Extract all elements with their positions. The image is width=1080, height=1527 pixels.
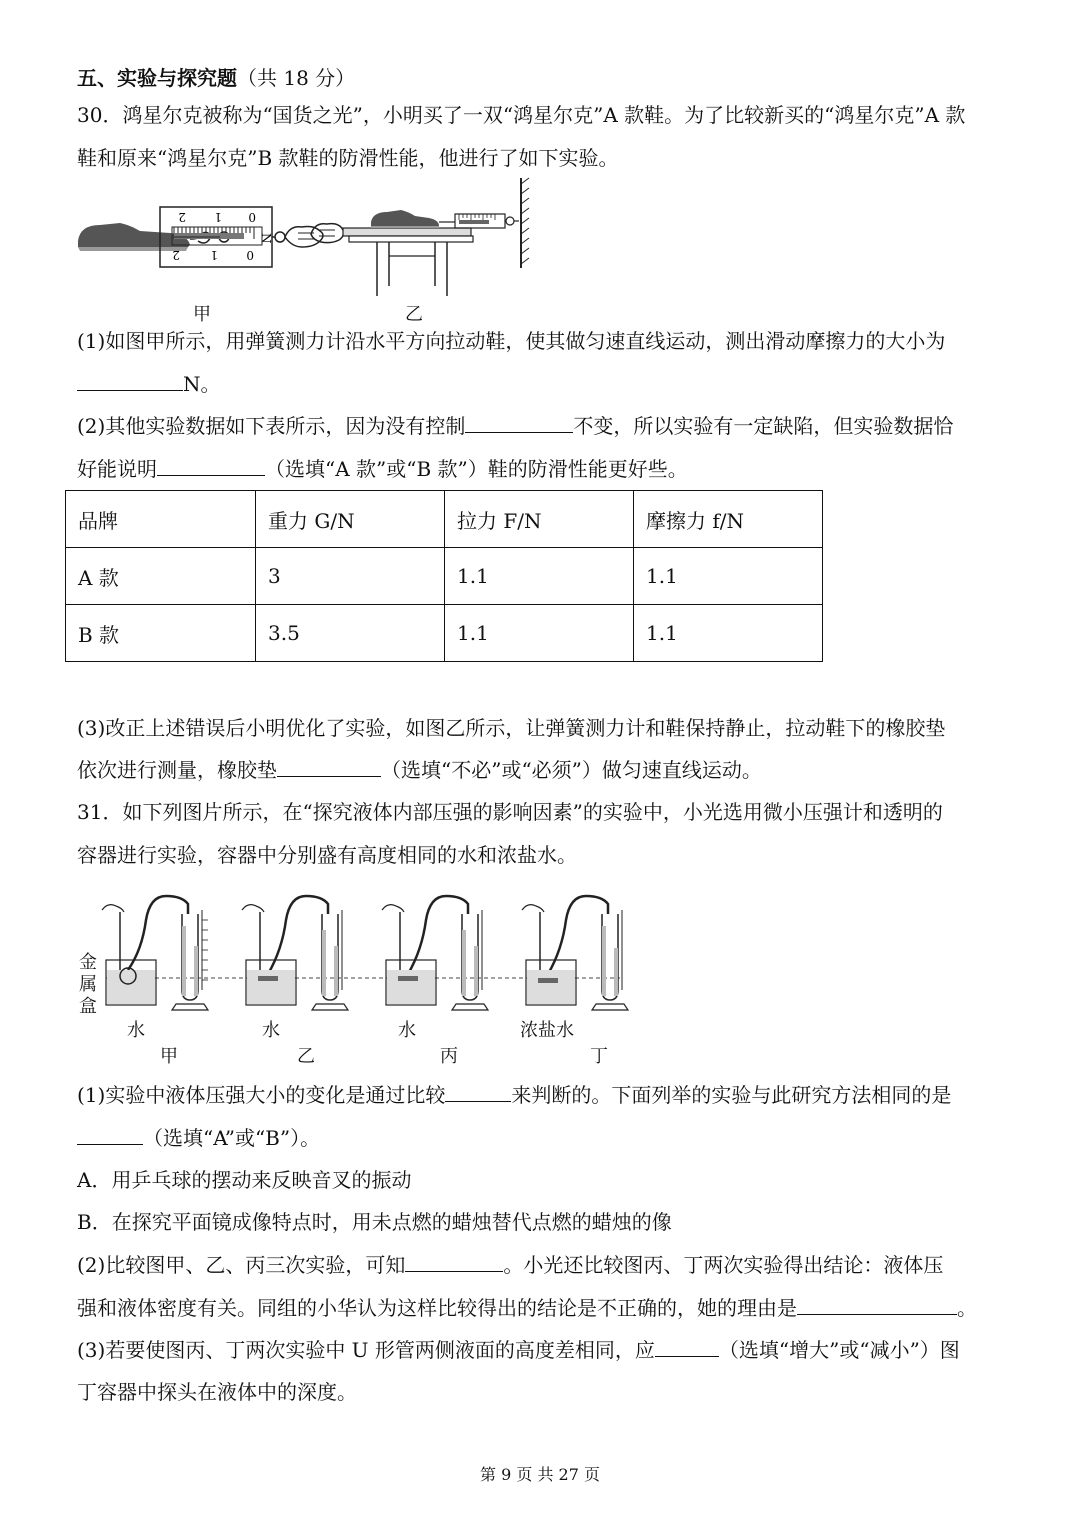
scale-bottom-0: 0 [246, 248, 254, 262]
q30-part2-line-2 [77, 455, 688, 483]
page-footer: 第 9 页 共 27 页 [480, 1465, 600, 1484]
q31-part3-b: （选填“增大”或“减小”）图 [718, 1338, 960, 1362]
table-cell: 1.1 [445, 605, 634, 662]
q30-part1-suffix: N。 [183, 372, 221, 396]
q31-part2-a: (2)比较图甲、乙、丙三次实验，可知 [77, 1253, 406, 1277]
q31-part1-b: 来判断的。下面列举的实验与此研究方法相同的是 [511, 1083, 952, 1107]
table-row [66, 605, 823, 662]
q30-part2-d: （选填“A 款”或“B 款”）鞋的防滑性能更好些。 [265, 457, 688, 481]
fig-label-bing: 丙 [440, 1046, 458, 1067]
table-header-row [66, 491, 823, 548]
q30-part2-a: (2)其他实验数据如下表所示，因为没有控制 [77, 414, 466, 438]
q31-option-a: A．用乒乓球的摆动来反映音叉的振动 [77, 1168, 412, 1192]
fig-label-jia: 甲 [160, 1046, 178, 1067]
gauge-yi [242, 896, 348, 1010]
q31-part2-b: 。小光还比较图丙、丁两次实验得出结论：液体压 [503, 1253, 944, 1277]
table-header-cell: 品牌 [66, 491, 256, 548]
q31-part3-a: (3)若要使图丙、丁两次实验中 U 形管两侧液面的高度差相同，应 [77, 1338, 655, 1362]
q31-option-b: B．在探究平面镜成像特点时，用未点燃的蜡烛替代点燃的蜡烛的像 [77, 1210, 672, 1234]
q30-part2-c: 好能说明 [77, 457, 157, 481]
table-header-cell: 摩擦力 f/N [634, 491, 823, 548]
q30-blank-3[interactable] [157, 455, 265, 476]
q31-part1-a: (1)实验中液体压强大小的变化是通过比较 [77, 1083, 446, 1107]
gauge-bing [382, 896, 488, 1010]
q31-blank-3[interactable] [405, 1251, 503, 1272]
scale-unit: N [259, 233, 273, 244]
q31-part2-line-2 [77, 1294, 977, 1322]
q31-intro-line-1: 31．如下列图片所示，在“探究液体内部压强的影响因素”的实验中，小光选用微小压强计和透明的 [77, 800, 943, 824]
q30-part1-line-1: (1)如图甲所示，用弹簧测力计沿水平方向拉动鞋，使其做匀速直线运动，测出滑动摩擦力的大小为 [77, 329, 946, 353]
q31-blank-4[interactable] [797, 1294, 957, 1315]
liquid-label-bing: 水 [398, 1020, 416, 1041]
liquid-label-jia: 水 [127, 1020, 145, 1041]
q30-part3-b: 依次进行测量，橡胶垫 [77, 758, 277, 782]
table-header-cell: 重力 G/N [256, 491, 445, 548]
q30-blank-2[interactable] [465, 412, 573, 433]
scale-top-1: 1 [214, 210, 222, 224]
scale-bottom-1: 1 [210, 248, 218, 262]
figure-yi-setup [305, 176, 545, 326]
q30-part3-line-1: (3)改正上述错误后小明优化了实验，如图乙所示，让弹簧测力计和鞋保持静止，拉动鞋下的橡胶垫 [77, 716, 946, 740]
q31-part1-line-1 [77, 1081, 951, 1109]
scale-top-0: 0 [248, 210, 256, 224]
hand-icon [311, 224, 344, 243]
scale-bottom-2: 2 [172, 248, 180, 262]
table-cell: 3.5 [256, 605, 445, 662]
section-score: （共 18 分） [237, 66, 356, 90]
q30-data-table [65, 490, 823, 662]
section-heading [77, 64, 355, 92]
table-cell: A 款 [66, 548, 256, 605]
q31-part2-d: 。 [957, 1296, 977, 1320]
q30-part2-line-1 [77, 412, 953, 440]
q30-intro-line-1: 30．鸿星尔克被称为“国货之光”，小明买了一双“鸿星尔克”A 款鞋。为了比较新买的“鸿星尔克”A 款 [77, 103, 966, 127]
figure-yi-label: 乙 [405, 304, 423, 325]
fig-label-yi: 乙 [297, 1046, 315, 1067]
q31-part3-line-2: 丁容器中探头在液体中的深度。 [77, 1380, 357, 1404]
q30-part2-b: 不变，所以实验有一定缺陷，但实验数据恰 [573, 414, 954, 438]
q31-blank-1[interactable] [445, 1081, 511, 1102]
q30-blank-1[interactable] [77, 370, 183, 391]
gauge-jia [102, 896, 208, 1010]
table-cell: 3 [256, 548, 445, 605]
section-title: 五、实验与探究题 [77, 66, 237, 90]
liquid-label-ding: 浓盐水 [520, 1020, 574, 1041]
metal-box-label: 金属盒 [79, 952, 97, 1017]
table-row [66, 548, 823, 605]
q31-part2-c: 强和液体密度有关。同组的小华认为这样比较得出的结论是不正确的，她的理由是 [77, 1296, 797, 1320]
table-cell: 1.1 [445, 548, 634, 605]
q31-part2-line-1 [77, 1251, 943, 1279]
fig-label-ding: 丁 [590, 1046, 608, 1067]
table-cell: B 款 [66, 605, 256, 662]
q31-part1-line-2 [77, 1124, 320, 1152]
shoe-icon [371, 210, 439, 228]
q30-part3-line-2 [77, 756, 762, 784]
table-cell: 1.1 [634, 548, 823, 605]
q31-intro-line-2: 容器进行实验，容器中分别盛有高度相同的水和浓盐水。 [77, 843, 577, 867]
liquid-label-yi: 水 [262, 1020, 280, 1041]
q30-part1-line-2 [77, 370, 221, 398]
q30-blank-4[interactable] [277, 756, 381, 777]
gauge-ding [522, 896, 628, 1010]
q31-blank-2[interactable] [77, 1124, 143, 1145]
table-cell: 1.1 [634, 605, 823, 662]
table-header-cell: 拉力 F/N [445, 491, 634, 548]
scale-top-2: 2 [178, 210, 186, 224]
q31-blank-5[interactable] [655, 1336, 719, 1357]
q31-part3-line-1 [77, 1336, 960, 1364]
figure-jia-label: 甲 [193, 304, 211, 325]
q30-intro-line-2: 鞋和原来“鸿星尔克”B 款鞋的防滑性能，他进行了如下实验。 [77, 146, 619, 170]
q30-part3-c: （选填“不必”或“必须”）做匀速直线运动。 [381, 758, 762, 782]
q31-part1-c: （选填“A”或“B”）。 [143, 1126, 321, 1150]
